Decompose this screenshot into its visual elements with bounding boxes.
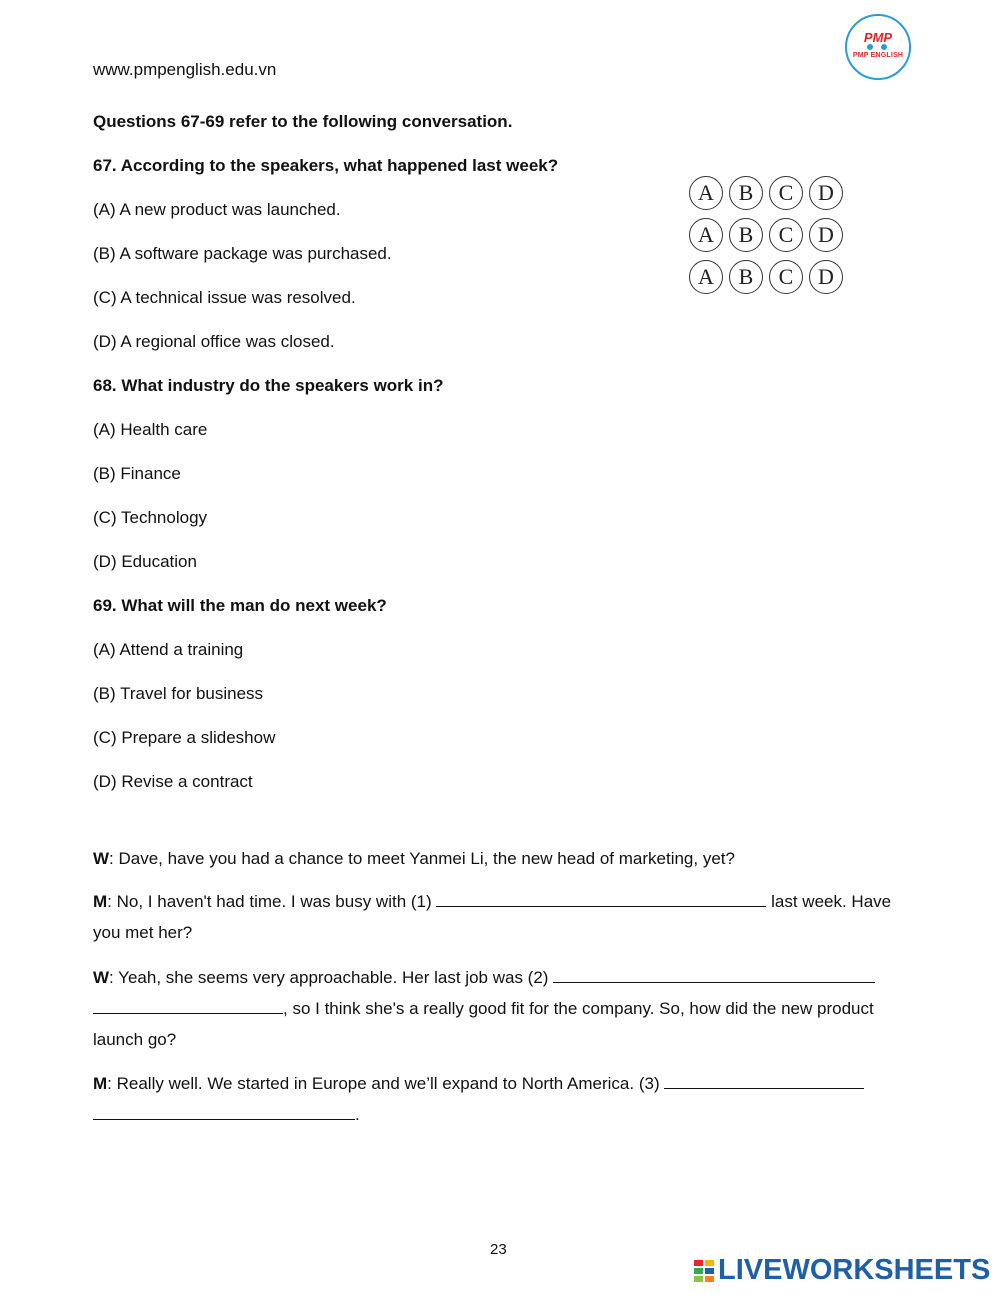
dialogue-text: last week. Have you met her?: [93, 892, 892, 942]
question-69-option-c: (C) Prepare a slideshow: [93, 728, 276, 747]
liveworksheets-wordmark: LIVEWORKSHEETS: [718, 1254, 991, 1286]
answer-68-bubble-a[interactable]: A: [689, 218, 723, 252]
question-69-option-d: (D) Revise a contract: [93, 772, 253, 791]
liveworksheets-blocks-icon: [693, 1259, 715, 1283]
website-url: www.pmpenglish.edu.vn: [93, 60, 277, 79]
answer-69-bubble-d[interactable]: D: [809, 260, 843, 294]
question-68-option-c: (C) Technology: [93, 508, 208, 527]
answer-68-bubble-d[interactable]: D: [809, 218, 843, 252]
dialogue-text: : No, I haven't had time. I was busy with (1): [107, 892, 437, 911]
answer-row-68: [689, 218, 843, 252]
question-67-option-c: (C) A technical issue was resolved.: [93, 288, 356, 307]
dialogue-m1: [93, 886, 908, 948]
blank-2-input-line1[interactable]: [553, 964, 875, 983]
blank-1-input[interactable]: [436, 888, 766, 907]
answer-69-bubble-a[interactable]: A: [689, 260, 723, 294]
page-number: 23: [490, 1241, 507, 1258]
blank-3-input-line1[interactable]: [664, 1070, 864, 1089]
question-67-stem: 67. According to the speakers, what happened last week?: [93, 156, 559, 175]
section-title: Questions 67-69 refer to the following conversation.: [93, 112, 513, 131]
speaker-label: M: [93, 892, 108, 911]
question-67-option-d: (D) A regional office was closed.: [93, 332, 335, 351]
blank-2-input-line2[interactable]: [93, 995, 283, 1014]
blank-3-input-line2[interactable]: [93, 1101, 355, 1120]
question-68-option-b: (B) Finance: [93, 464, 181, 483]
answer-68-bubble-c[interactable]: C: [769, 218, 803, 252]
answer-67-bubble-d[interactable]: D: [809, 176, 843, 210]
speaker-label: W: [93, 849, 110, 868]
question-68-option-d: (D) Education: [93, 552, 197, 571]
answer-67-bubble-a[interactable]: A: [689, 176, 723, 210]
dialogue-text: : Really well. We started in Europe and we’ll expand to North America. (3): [107, 1074, 665, 1093]
question-69-stem: 69. What will the man do next week?: [93, 596, 387, 615]
question-68-option-a: (A) Health care: [93, 420, 208, 439]
answer-row-69: [689, 260, 843, 294]
dialogue-w2: [93, 962, 908, 1055]
dialogue-text: , so I think she's a really good fit for the company. So, how did the new product launch go?: [93, 999, 874, 1049]
answer-69-bubble-c[interactable]: C: [769, 260, 803, 294]
dialogue-text: .: [355, 1105, 360, 1124]
logo-text: PMP ENGLISH: [852, 52, 904, 59]
logo-mark: PMP: [863, 30, 893, 45]
dialogue-m2: [93, 1068, 908, 1130]
dialogue-text: : Yeah, she seems very approachable. Her last job was (2): [109, 968, 554, 987]
pmp-english-logo: [845, 14, 911, 80]
dialogue-text: : Dave, have you had a chance to meet Yanmei Li, the new head of marketing, yet?: [109, 849, 735, 868]
answer-67-bubble-c[interactable]: C: [769, 176, 803, 210]
liveworksheets-brand[interactable]: [693, 1254, 990, 1287]
answer-68-bubble-b[interactable]: B: [729, 218, 763, 252]
answer-row-67: [689, 176, 843, 210]
question-69-option-b: (B) Travel for business: [93, 684, 264, 703]
speaker-label: M: [93, 1074, 108, 1093]
answer-67-bubble-b[interactable]: B: [729, 176, 763, 210]
answer-69-bubble-b[interactable]: B: [729, 260, 763, 294]
dialogue-w1: [93, 843, 908, 874]
question-69-option-a: (A) Attend a training: [93, 640, 244, 659]
question-67-option-a: (A) A new product was launched.: [93, 200, 341, 219]
speaker-label: W: [93, 968, 110, 987]
question-67-option-b: (B) A software package was purchased.: [93, 244, 392, 263]
question-68-stem: 68. What industry do the speakers work in?: [93, 376, 444, 395]
